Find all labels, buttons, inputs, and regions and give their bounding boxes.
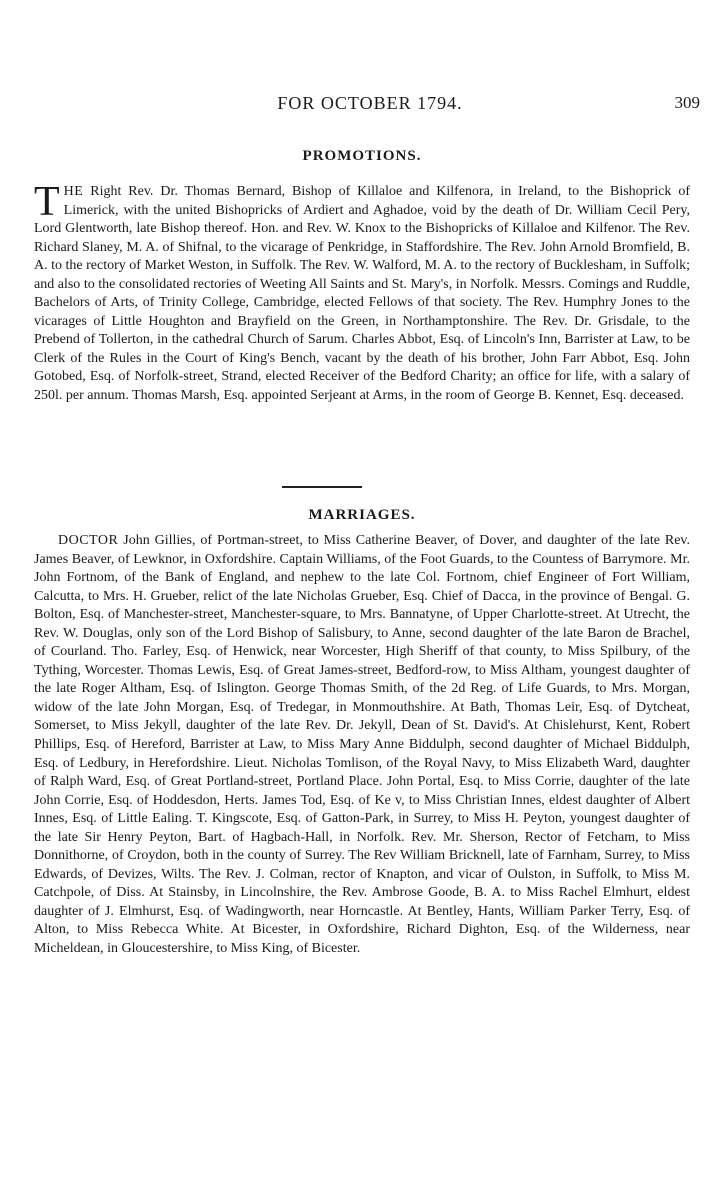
promotions-section (34, 148, 690, 406)
marriages-body: John Gillies, of Portman-street, to Miss Catherine Beaver, of Dover, and daughter of the late Rev. James Beaver, of Lewknor, in Oxfordshire. Captain Williams, of the Foot Guards, to the Countess of Barrymore. Mr. John Fortnom, of the Bank of England, and nephew to the late Col. Fortnom, chief Engineer of Fort William, Calcutta, to Mrs. H. Grueber, relict of the late Nicholas Grueber, Esq. Chief of Dacca, in the province of Bengal. G. Bolton, Esq. of Manchester-street, Manchester-square, to Mrs. Bannatyne, of Upper Charlotte-street. At Utrecht, the Rev. W. Douglas, only son of the Lord Bishop of Salisbury, to Anne, second daughter of the late Baron de Brachel, of Courland. Tho. Farley, Esq. of Henwick, near Worcester, High Sheriff of that county, to Miss Spilbury, of the Tything, Worcester. Thomas Lewis, Esq. of Great James-street, Bedford-row, to Miss Altham, youngest daughter of the late Roger Altham, Esq. of Islington. George Thomas Smith, of the 2d Reg. of Life Guards, to Mrs. Morgan, widow of the late John Morgan, Esq. of Tredegar, in Monmouthshire. At Bath, Thomas Leir, Esq. of Dytcheat, Somerset, to Miss Jekyll, daughter of the late Rev. Dr. Jekyll, Dean of St. David's. At Chislehurst, Kent, Robert Phillips, Esq. of Hereford, Barrister at Law, to Miss Mary Anne Biddulph, second daughter of Michael Biddulph, Esq. of Ledbury, in Herefordshire. Lieut. Nicholas Tomlison, of the Royal Navy, to Miss Elizabeth Ward, daughter of Ralph Ward, Esq. of Great Portland-street, Portland Place. John Portal, Esq. to Miss Corrie, daughter of the late John Corrie, Esq. of Hoddesdon, Herts. James Tod, Esq. of Ke v, to Miss Christian Innes, eldest daughter of Albert Innes, Esq. of Little Ealing. T. Kingscote, Esq. of Gatton-Park, in Surrey, to Miss H. Peyton, youngest daughter of the late Sir Henry Peyton, Bart. of Hagbach-Hall, in Norfolk. Rev. Mr. Sherson, Rector of Fetcham, to Miss Donnithorne, of Croydon, both in the county of Surrey. The Rev William Bricknell, late of Farnham, Surrey, to Miss Edwards, of Devizes, Wilts. The Rev. J. Colman, rector of Knapton, and vicar of Oulston, in Suffolk, to Miss M. Catchpole, of Diss. At Stainsby, in Lincolnshire, the Rev. Ambrose Goode, B. A. to Miss Rachel Elmhurt, eldest daughter of J. Elmhurst, Esq. of Wadingworth, near Horncastle. At Bentley, Hants, William Parker Terry, Esq. of Alton, to Miss Rebecca White. At Bicester, in Oxfordshire, Richard Dighton, Esq. of the Wilderness, near Micheldean, in Gloucestershire, to Miss King, of Bicester. (34, 533, 691, 957)
promotions-paragraph (34, 179, 691, 406)
promotions-opening-word: HE (63, 184, 84, 199)
drop-cap: T (34, 179, 60, 225)
running-title: FOR OCTOBER 1794. (277, 93, 463, 113)
promotions-body: Right Rev. Dr. Thomas Bernard, Bishop of Killaloe and Kilfenora, in Ireland, to the Bishoprick of Limerick, with the united Bishopricks of Ardiert and Aghadoe, void by the death of Dr. William Cecil Pery, Lord Glentworth, late Bishop thereof. Hon. and Rev. W. Knox to the Bishopricks of Killaloe and Kilfenor. The Rev. Richard Slaney, M. A. of Shifnal, to the vicarage of Penkridge, in Staffordshire. The Rev. John Arnold Bromfield, B. A. to the rectory of Market Weston, in Suffolk. The Rev. W. Walford, M. A. to the rectory of Bucklesham, in Suffolk; and also to the consolidated rectories of Weeting All Saints and St. Mary's, in Norfolk. Messrs. Comings and Ruddle, Bachelors of Arts, of Trinity College, Cambridge, elected Fellows of that society. The Rev. Humphry Jones to the vicarages of Little Houghton and Brayfield on the Green, in Northamptonshire. The Rev. Dr. Grisdale, to the Prebend of Tollerton, in the cathedral Church of Sarum. Charles Abbot, Esq. of Lincoln's Inn, Barrister at Law, to be Clerk of the Rules in the Court of King's Bench, vacant by the death of his brother, John Farr Abbot, Esq. John Gotobed, Esq. of Norfolk-street, Strand, elected Receiver of the Bedford Charity; an office for life, with a salary of 250l. per annum. Thomas Marsh, Esq. appointed Serjeant at Arms, in the room of George B. Kennet, Esq. deceased. (34, 184, 691, 404)
marriages-section (34, 507, 690, 959)
page-number: 309 (674, 93, 700, 112)
marriages-paragraph (34, 532, 690, 959)
marriages-heading: MARRIAGES. (308, 507, 416, 523)
section-divider (282, 486, 362, 488)
running-head (40, 93, 700, 117)
marriages-opening-word: DOCTOR (58, 533, 119, 548)
promotions-heading: PROMOTIONS. (302, 148, 422, 164)
